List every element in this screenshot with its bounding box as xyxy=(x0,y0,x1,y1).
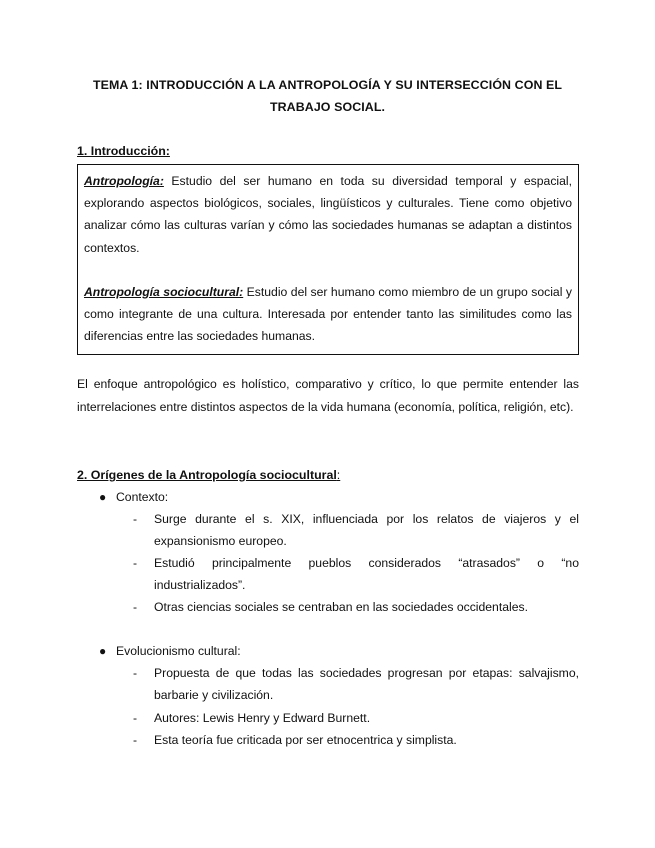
dash-icon: - xyxy=(133,733,138,747)
definition-term: Antropología: xyxy=(84,174,164,188)
definition-antropologia xyxy=(84,170,572,259)
list-item-text: Autores: Lewis Henry y Edward Burnett. xyxy=(154,711,371,725)
section-2-heading xyxy=(77,467,340,483)
dash-icon: - xyxy=(133,600,138,614)
list-item-text: Esta teoría fue criticada por ser etnocentrica y simplista. xyxy=(154,733,457,747)
definition-text: Estudio del ser humano en toda su diversidad temporal y espacial, explorando aspectos biológicos, sociales, lingüísticos y culturales. Tiene como objetivo analizar cómo las culturas varían y cómo las sociedades humanas se adaptan a distintos contextos. xyxy=(84,174,572,255)
definition-text: Estudio del ser humano como miembro de un grupo social y como integrante de una cultura. Interesada por entender tanto las similitudes como las diferencias entre las sociedades humanas. xyxy=(84,284,572,344)
definition-term: Antropología sociocultural: xyxy=(84,284,244,299)
document-title xyxy=(60,74,595,118)
dash-icon: - xyxy=(133,711,138,725)
title-line-2: TRABAJO SOCIAL. xyxy=(269,100,386,114)
bullet-icon: ● xyxy=(99,644,107,658)
section-2-heading-colon: : xyxy=(336,468,341,482)
list-item-text: Otras ciencias sociales se centraban en las sociedades occidentales. xyxy=(154,600,528,614)
dash-icon: - xyxy=(133,512,138,526)
title-line-1: TEMA 1: INTRODUCCIÓN A LA ANTROPOLOGÍA Y SU INTERSECCIÓN CON EL xyxy=(92,78,563,92)
section-2-heading-text: 2. Orígenes de la Antropología sociocultural xyxy=(77,468,337,482)
list-item-text: Surge durante el s. XIX, influenciada por los relatos de viajeros y el expansionismo europeo. xyxy=(154,512,579,548)
intro-paragraph: El enfoque antropológico es holístico, comparativo y crítico, lo que permite entender las interrelaciones entre distintos aspectos de la vida humana (economía, política, religión, etc). xyxy=(77,377,579,414)
definitions-box xyxy=(77,164,579,355)
list-item-text: Estudió principalmente pueblos considerados “atrasados” o “no industrializados”. xyxy=(154,556,579,592)
list-item-text: Propuesta de que todas las sociedades progresan por etapas: salvajismo, barbarie y civilización. xyxy=(154,666,579,702)
bullet-label: Contexto: xyxy=(116,490,169,504)
bullet-icon: ● xyxy=(99,490,107,504)
definition-antropologia-sociocultural xyxy=(84,281,572,348)
bullet-label: Evolucionismo cultural: xyxy=(116,644,241,658)
dash-icon: - xyxy=(133,666,138,680)
dash-icon: - xyxy=(133,556,138,570)
section-1-heading: 1. Introducción: xyxy=(77,144,170,158)
